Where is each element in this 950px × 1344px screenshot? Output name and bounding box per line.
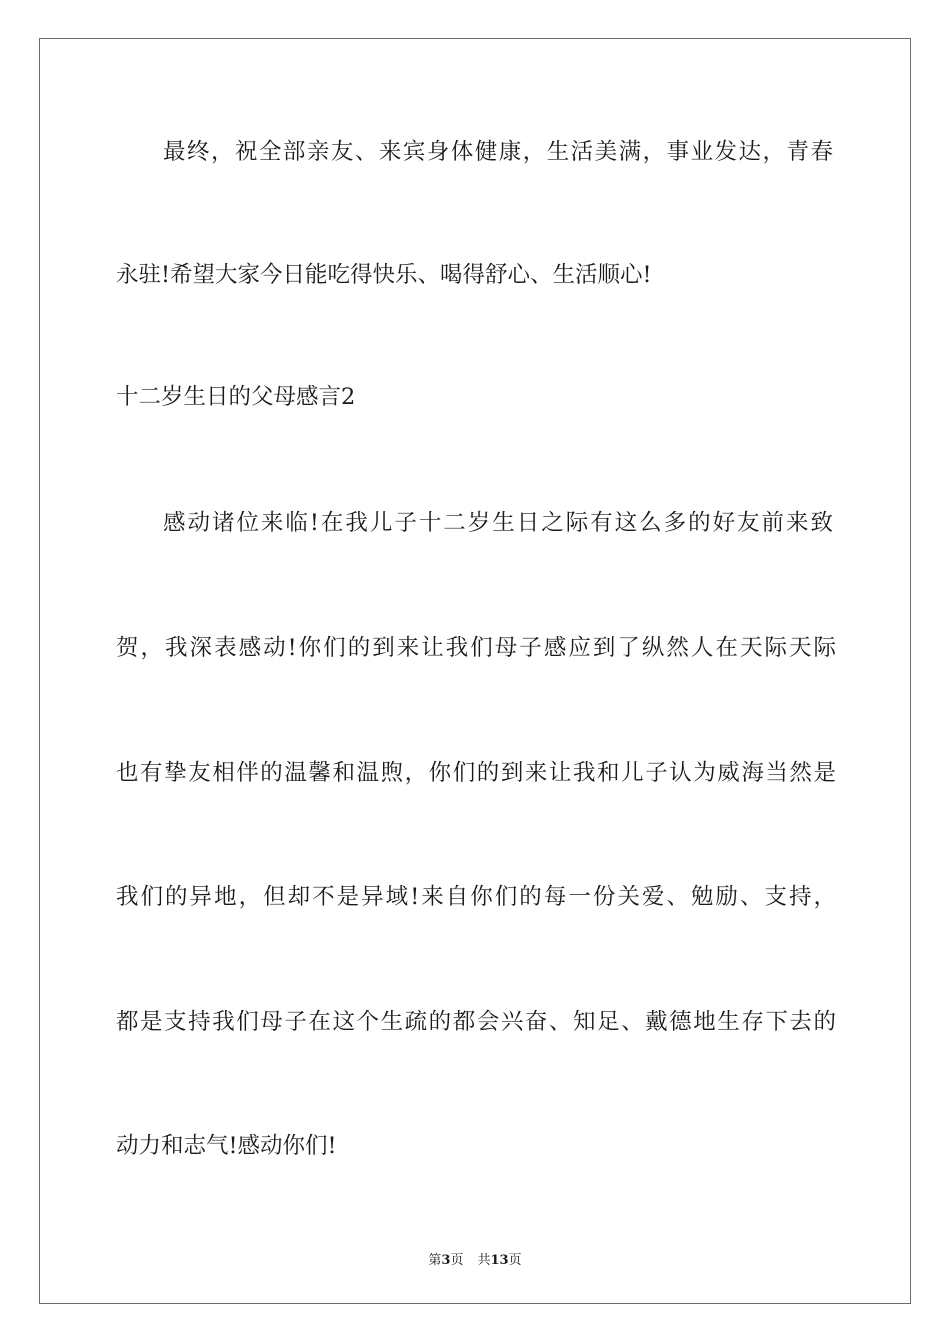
- paragraph-2-line-1: 感动诸位来临!在我儿子十二岁生日之际有这么多的好友前来致: [163, 510, 833, 536]
- paragraph-2-line-4: 我们的异地，但却不是异域!来自你们的每一份关爱、勉励、支持，: [116, 884, 836, 910]
- page-number: 3: [441, 1253, 451, 1268]
- paragraph-1-line-2: 永驻!希望大家今日能吃得快乐、喝得舒心、生活顺心!: [116, 262, 652, 288]
- section-heading: 十二岁生日的父母感言2: [116, 384, 356, 410]
- paragraph-2-line-5: 都是支持我们母子在这个生疏的都会兴奋、知足、戴德地生存下去的: [116, 1009, 836, 1035]
- page-prefix: 第: [428, 1253, 442, 1268]
- page-suffix: 页: [450, 1253, 464, 1268]
- paragraph-1-line-1: 最终，祝全部亲友、来宾身体健康，生活美满，事业发达，青春: [163, 139, 833, 165]
- paragraph-2-line-6: 动力和志气!感动你们!: [116, 1133, 337, 1159]
- paragraph-2-line-3: 也有挚友相伴的温馨和温煦，你们的到来让我和儿子认为威海当然是: [116, 760, 836, 786]
- total-pages: 13: [490, 1253, 509, 1268]
- page-border: [39, 38, 911, 1304]
- total-prefix: 共: [477, 1253, 491, 1268]
- total-suffix: 页: [508, 1253, 522, 1268]
- page-footer: [0, 1249, 950, 1268]
- paragraph-2-line-2: 贺，我深表感动!你们的到来让我们母子感应到了纵然人在天际天际: [116, 635, 836, 661]
